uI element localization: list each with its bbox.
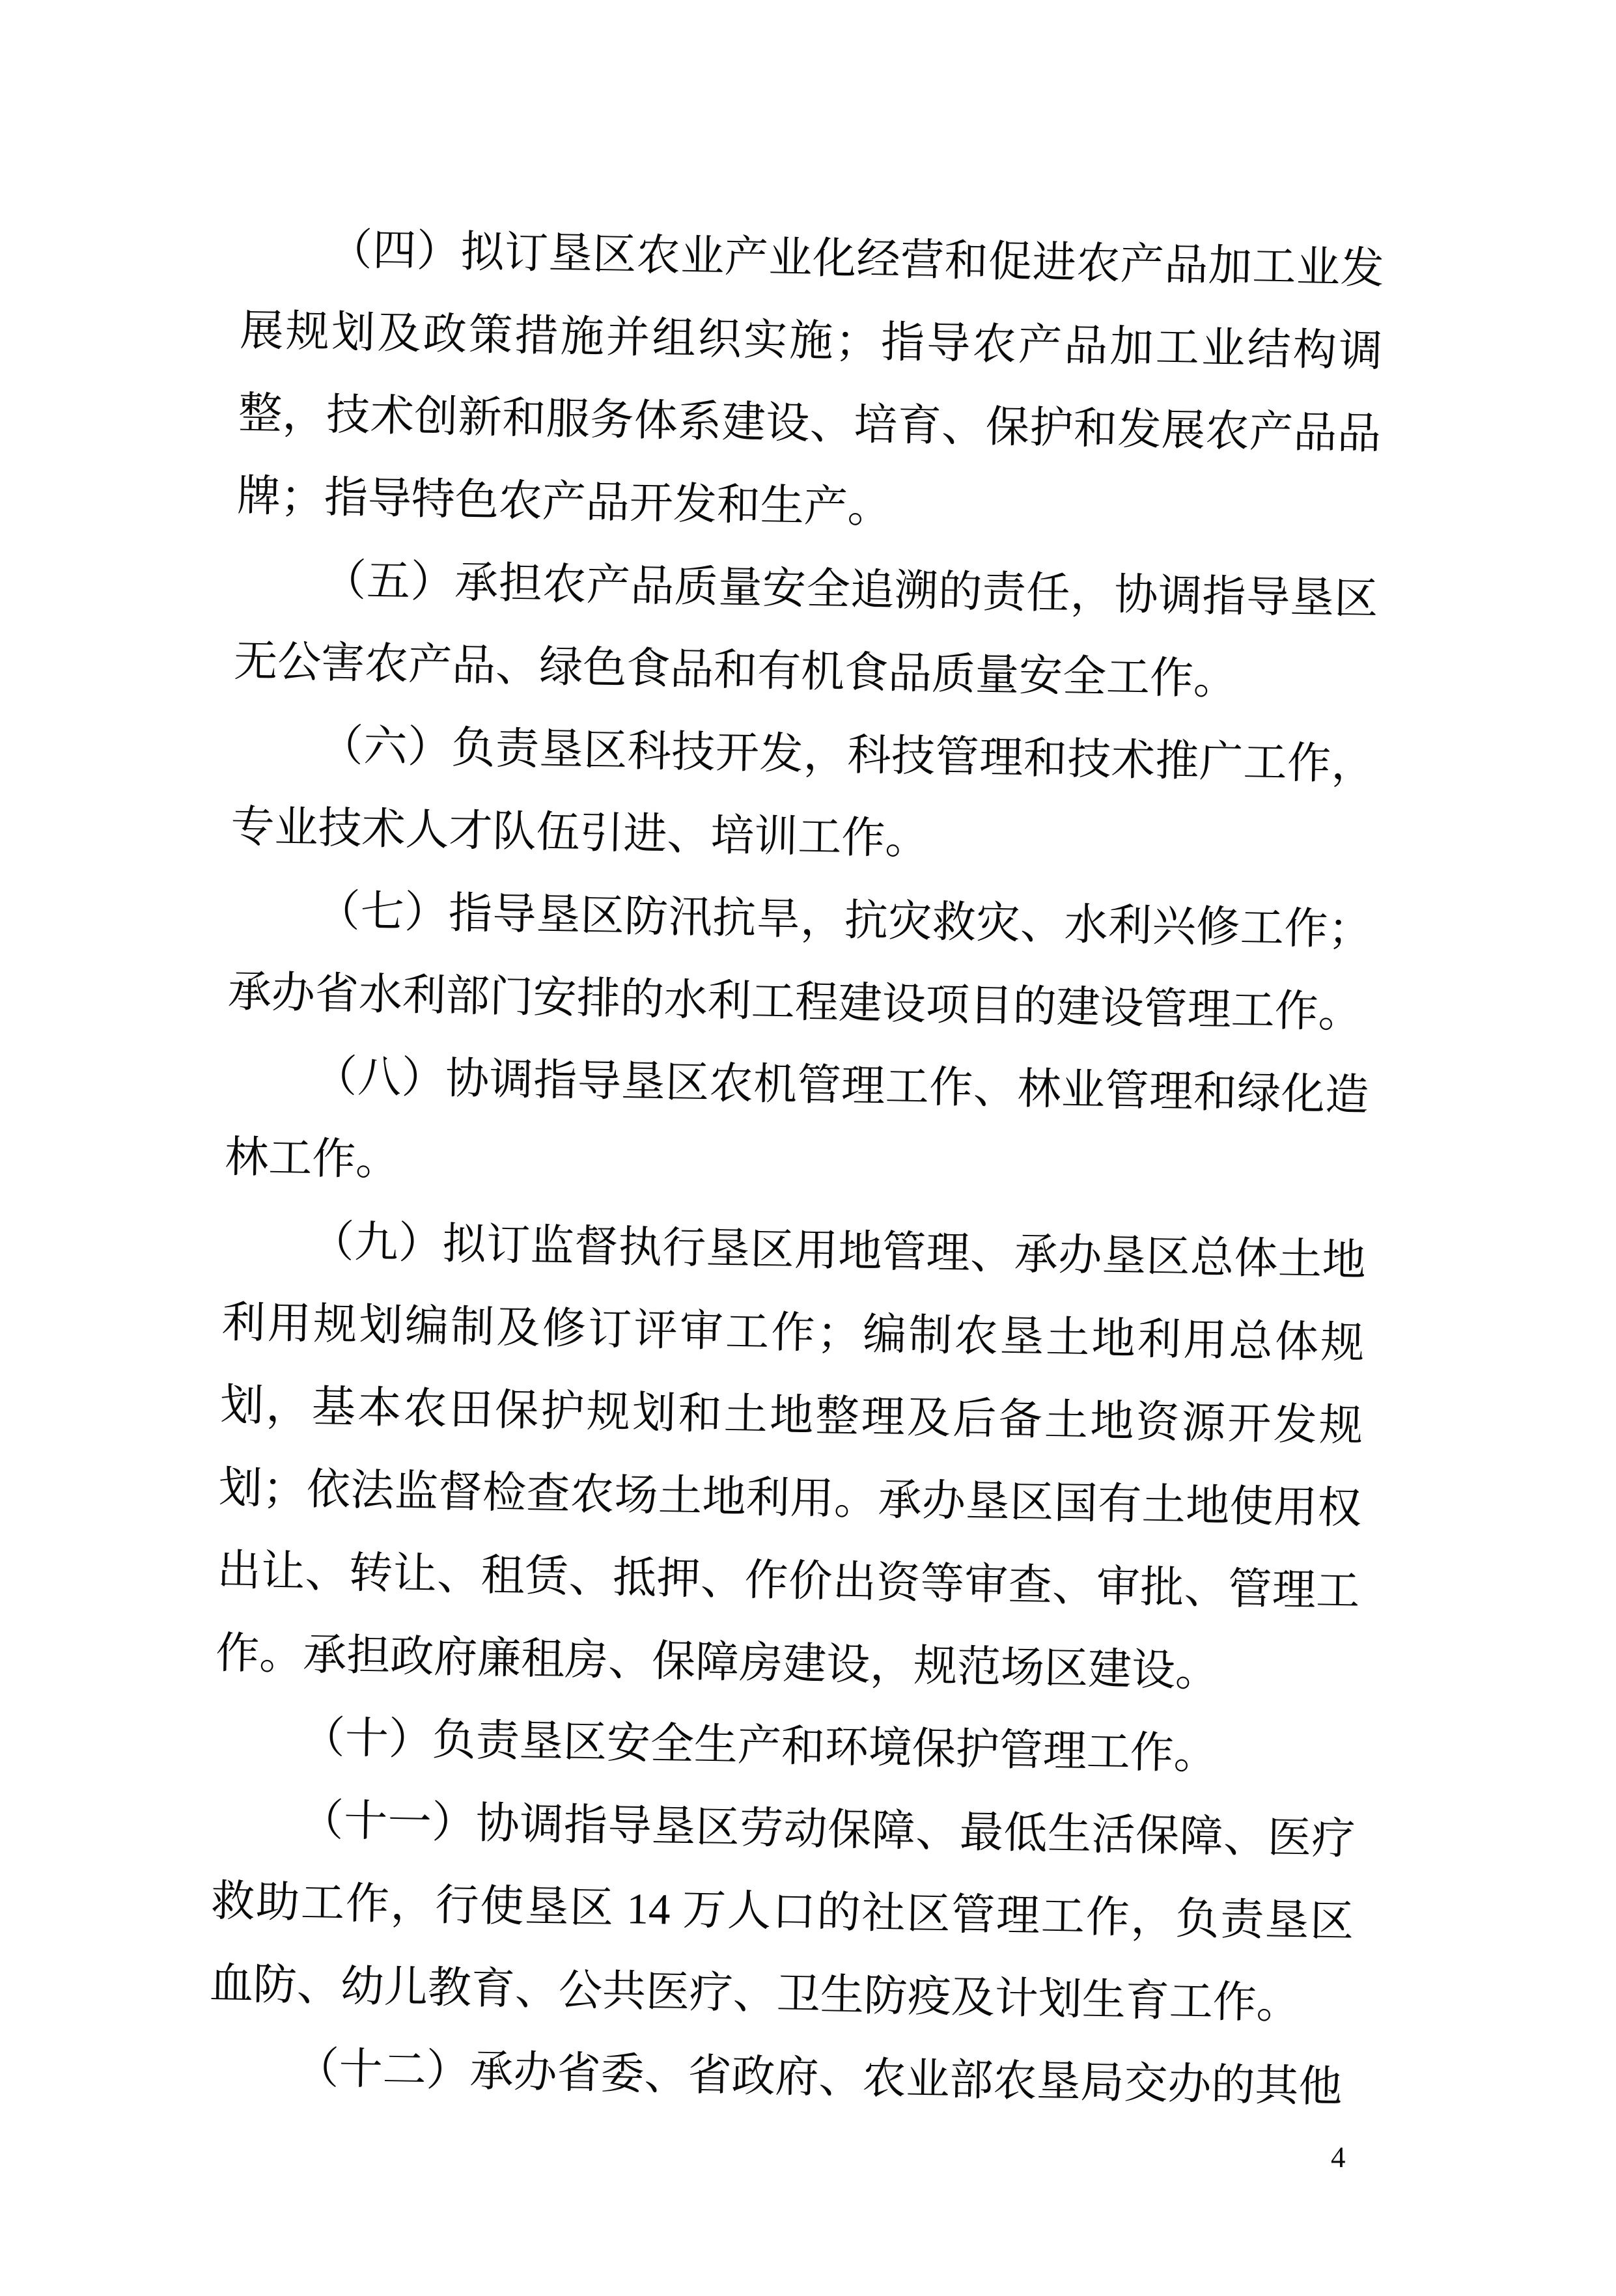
- document-body: [207, 207, 1384, 2129]
- page-number: 4: [1331, 2141, 1346, 2174]
- clause-item-5: （五）承担农产品质量安全追溯的责任，协调指导垦区无公害农产品、绿色食品和有机食品质量安全工作。: [233, 556, 1378, 704]
- clause-item-12: （十二）承办省委、省政府、农业部农垦局交办的其他: [294, 2043, 1343, 2112]
- clause-item-7: （七）指导垦区防汛抗旱，抗灾救灾、水利兴修工作；承办省水利部门安排的水利工程建设项目的建设管理工作。: [227, 887, 1372, 1037]
- clause-item-9: （九）拟订监督执行垦区用地管理、承办垦区总体土地利用规划编制及修订评审工作；编制农垦土地利用总体规划，基本农田保护规划和土地整理及后备土地资源开发规划；依法监督检查农场土地利用。承办垦区国有土地使用权出让、转让、租赁、抵押、作价出资等审查、审批、管理工作。承担政府廉租房、保障房建设，规范场区建设。: [215, 1217, 1367, 1696]
- clause-item-6: （六）负责垦区科技开发，科技管理和技术推广工作，专业技术人才队伍引进、培训工作。: [230, 721, 1376, 864]
- clause-item-11: （十一）协调指导垦区劳动保障、最低生活保障、医疗救助工作，行使垦区 14 万人口的社区管理工作，负责垦区血防、幼儿教育、公共医疗、卫生防疫及计划生育工作。: [209, 1796, 1356, 2028]
- clause-item-4: （四）拟订垦区农业产业化经营和促进农产品加工业发展规划及政策措施并组织实施；指导农产品加工业结构调整，技术创新和服务体系建设、培育、保护和发展农产品品牌；指导特色农产品开发和生产。: [236, 225, 1385, 533]
- clause-item-10: （十）负责垦区安全生产和环境保护管理工作。: [301, 1713, 1218, 1778]
- clause-item-8: （八）协调指导垦区农机管理工作、林业管理和绿化造林工作。: [224, 1052, 1369, 1185]
